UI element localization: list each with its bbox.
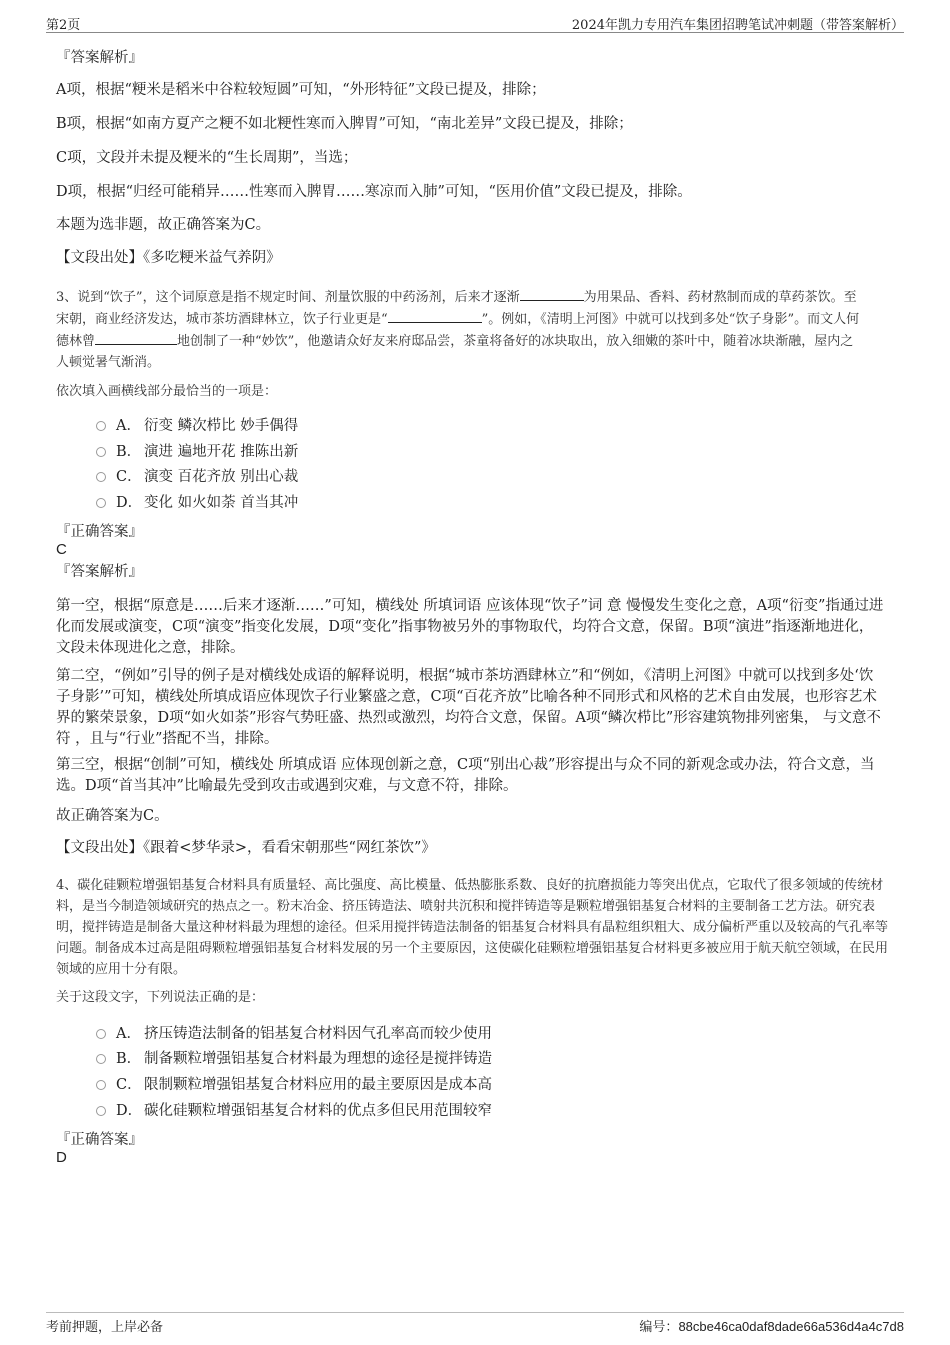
analysis-line-b: B项，根据“如南方夏产之粳不如北粳性寒而入脾胃”可知，“南北差异”文段已提及，排除； [56,116,633,132]
source-citation: 【文段出处】《多吃粳米益气养阴》 [56,250,281,266]
page-header [46,12,904,33]
analysis-paragraph-1: 第一空，根据“原意是……后来才逐渐……”可知，横线处 所填词语 应该体现“饮子”词 意 慢慢发生变化之意，A项“衍变”指通过进化而发展或演变，C项“演变”指变化发展，D项“变化”指事物被另外的事物取代，均符合文意，保留。B项“演进”指逐渐地进化，文段未体现进化之意，排除。 [56,598,884,656]
analysis-conclusion: 故正确答案为C。 [56,808,169,824]
page-number: 第2页 [46,18,81,33]
option-d[interactable]: D． 变化 如火如荼 首当其冲 [96,493,298,513]
analysis-paragraph-3: 第三空，根据“创制”可知，横线处 所填成语 应体现创新之意，C项“别出心裁”形容提出与众不同的新观念或办法，符合文意，当选。D项“首当其冲”比喻最先受到攻击或遇到灾难，与文意不符，排除。 [56,757,875,794]
blank-3 [95,330,177,345]
correct-answer-label: 『正确答案』 [56,524,143,540]
page-footer [46,1312,904,1335]
analysis-label: 『答案解析』 [56,564,143,580]
radio-icon[interactable] [96,1080,106,1090]
source-citation: 【文段出处】《跟着<梦华录>，看看宋朝那些“网红茶饮”》 [56,840,436,856]
question-3-prompt: 依次填入画横线部分最恰当的一项是： [56,384,278,399]
question-4-stem: 4、碳化硅颗粒增强铝基复合材料具有质量轻、高比强度、高比模量、低热膨胀系数、良好的抗磨损能力等突出优点，它取代了很多领域的传统材料，是当今制造领域研究的热点之一。粉末冶金、挤压铸造法、喷射共沉积和搅拌铸造等是颗粒增强铝基复合材料的主要制备工艺方法。研究表明，搅拌铸造是制备大量这种材料最为理想的途径。但采用搅拌铸造法制备的铝基复合材料具有晶粒组织粗大、成分偏析严重以及较高的气孔率等问题。制备成本过高是阻碍颗粒增强铝基复合材料发展的另一个主要原因，这使碳化硅颗粒增强铝基复合材料更多被应用于航天航空领域，在民用领域的应用十分有限。 [56,878,889,977]
analysis-conclusion: 本题为选非题，故正确答案为C。 [56,217,271,233]
blank-1 [520,286,584,301]
question-4-prompt: 关于这段文字，下列说法正确的是： [56,990,265,1005]
radio-icon[interactable] [96,498,106,508]
footer-slogan: 考前押题，上岸必备 [46,1320,164,1335]
document-code: 编号：88cbe46ca0daf8dade66a536d4a4c7d8 [639,1319,904,1335]
radio-icon[interactable] [96,1106,106,1116]
blank-2 [388,308,482,323]
option-a[interactable]: A． 挤压铸造法制备的铝基复合材料因气孔率高而较少使用 [96,1024,492,1044]
correct-answer: D [56,1149,67,1166]
radio-icon[interactable] [96,421,106,431]
correct-answer: C [56,541,67,558]
option-a[interactable]: A． 衍变 鳞次栉比 妙手偶得 [96,416,298,436]
document-title: 2024年凯力专用汽车集团招聘笔试冲刺题（带答案解析） [571,18,904,33]
option-b[interactable]: B． 制备颗粒增强铝基复合材料最为理想的途径是搅拌铸造 [96,1049,492,1069]
radio-icon[interactable] [96,1054,106,1064]
analysis-paragraph-2: 第二空，“例如”引导的例子是对横线处成语的解释说明，根据“城市茶坊酒肆林立”和“例如，《清明上河图》中就可以找到多处‘饮子身影’”可知，横线处所填成语应体现饮子行业繁盛之意，C项“百花齐放”比喻各种不同形式和风格的艺术自由发展，也形容艺术界的繁荣景象，D项“如火如荼”形容气势旺盛、热烈或激烈，均符合文意，保留。A项“鳞次栉比”形容建筑物排列密集， 与文意不符 ，且与“行业”搭配不当，排除。 [56,668,881,747]
option-c[interactable]: C． 限制颗粒增强铝基复合材料应用的最主要原因是成本高 [96,1075,492,1095]
option-c[interactable]: C． 演变 百花齐放 别出心裁 [96,467,298,487]
option-b[interactable]: B． 演进 遍地开花 推陈出新 [96,442,298,462]
analysis-line-d: D项，根据“归经可能稍异……性寒而入脾胃……寒凉而入肺”可知，“医用价值”文段已提及，排除。 [56,184,692,200]
radio-icon[interactable] [96,472,106,482]
radio-icon[interactable] [96,447,106,457]
analysis-line-c: C项，文段并未提及粳米的“生长周期”，当选； [56,150,358,166]
radio-icon[interactable] [96,1029,106,1039]
analysis-line-a: A项，根据“粳米是稻米中谷粒较短圆”可知，“外形特征”文段已提及，排除； [56,82,546,98]
analysis-label: 『答案解析』 [56,50,143,66]
correct-answer-label: 『正确答案』 [56,1132,143,1148]
question-3-stem: 3、说到“饮子”，这个词原意是指不规定时间、剂量饮服的中药汤剂，后来才逐渐 为用果品、香料、药材熬制而成的草药茶饮。至 宋朝，商业经济发达，城市茶坊酒肆林立，饮子行业更是“ ”。例如，《清明上河图》中就可以找到多处“饮子身影”。而文人何 德林曾 地创制了一种“妙饮”，他邀请众好友来府邸品尝，茶童将备好的冰块取出，放入细嫩的茶叶中，随着冰块渐融，屋内之 人顿觉暑气渐消。 [56,286,896,373]
option-d[interactable]: D． 碳化硅颗粒增强铝基复合材料的优点多但民用范围较窄 [96,1101,492,1121]
